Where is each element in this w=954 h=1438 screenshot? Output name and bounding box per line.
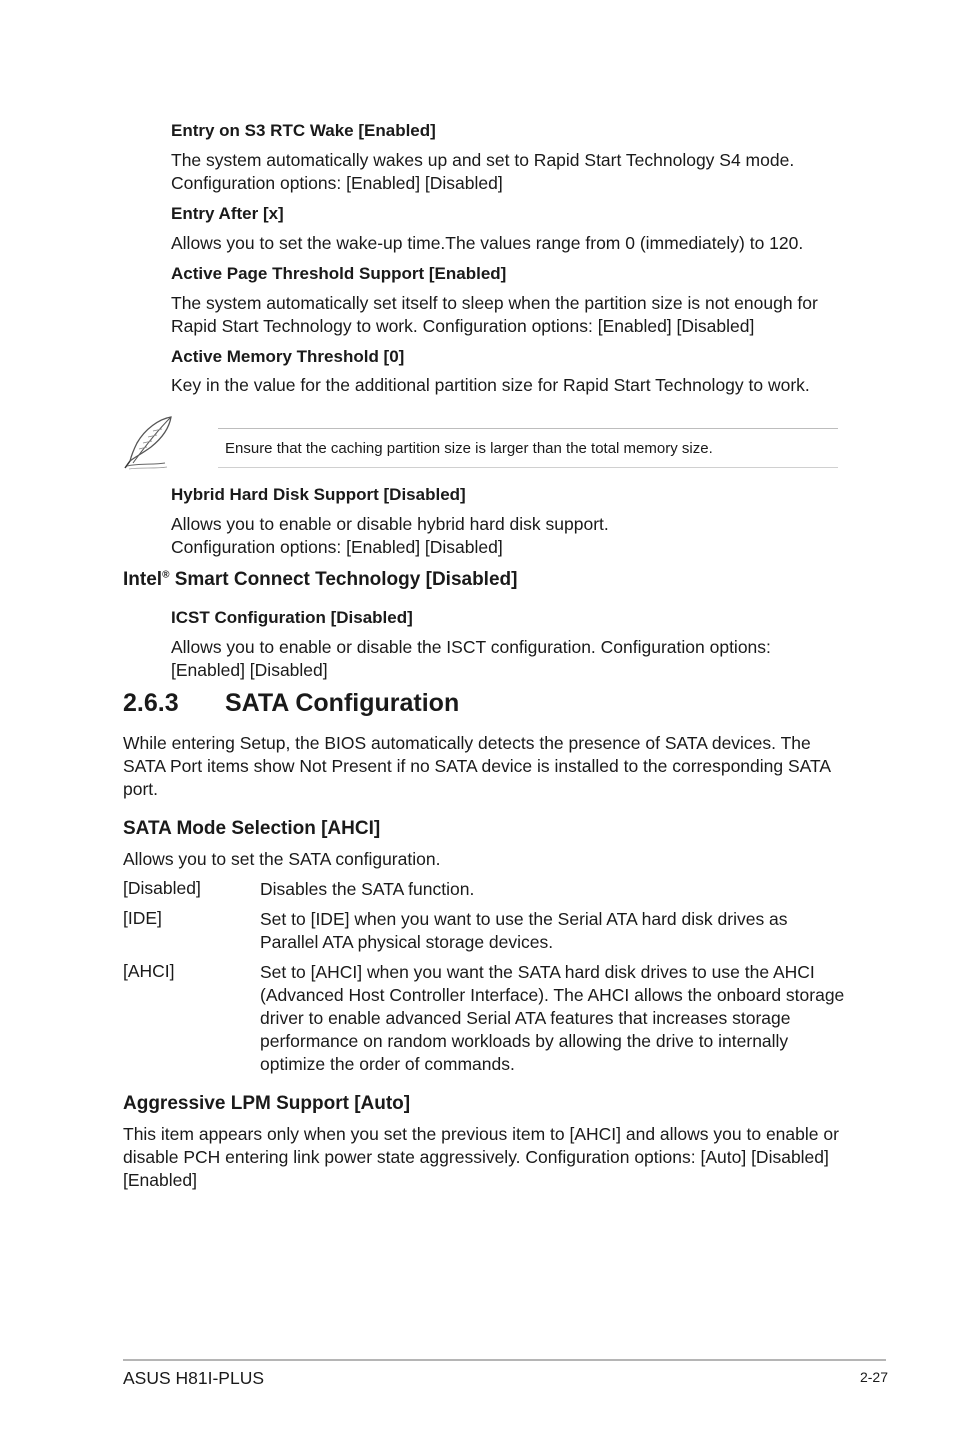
heading-suffix: Smart Connect Technology [Disabled] xyxy=(169,569,518,590)
section-intro-line: While entering Setup, the BIOS automatically detects the presence of SATA devices. The xyxy=(123,733,811,753)
item-title-active-page-threshold: Active Page Threshold Support [Enabled] xyxy=(171,264,507,283)
option-desc-line: driver to enable advanced Serial ATA features that increases storage xyxy=(260,1008,791,1028)
option-desc-line: optimize the order of commands. xyxy=(260,1054,515,1074)
option-key: [IDE] xyxy=(123,908,162,928)
note-top-rule xyxy=(218,428,838,429)
item-title-s3-rtc-wake: Entry on S3 RTC Wake [Enabled] xyxy=(171,121,436,140)
option-desc-line: (Advanced Host Controller Interface). The AHCI allows the onboard storage xyxy=(260,985,845,1005)
item-desc-line: Configuration options: [Enabled] [Disabled] xyxy=(171,173,503,193)
option-key: [Disabled] xyxy=(123,878,201,898)
item-desc-line: The system automatically wakes up and set to Rapid Start Technology S4 mode. xyxy=(171,150,795,170)
footer-rule xyxy=(123,1359,886,1361)
sata-mode-desc: Allows you to set the SATA configuration. xyxy=(123,849,441,869)
section-heading xyxy=(123,689,459,718)
option-desc-line: performance on random workloads by allowing the drive to internally xyxy=(260,1031,789,1051)
option-desc-line: Set to [AHCI] when you want the SATA hard disk drives to use the AHCI xyxy=(260,962,815,982)
lpm-desc-line: [Enabled] xyxy=(123,1170,197,1190)
heading-intel-smart-connect xyxy=(123,569,517,591)
registered-mark: ® xyxy=(162,569,170,581)
lpm-desc-line: This item appears only when you set the previous item to [AHCI] and allows you to enable or xyxy=(123,1124,839,1144)
section-number: 2.6.3 xyxy=(123,689,179,717)
note-bottom-rule xyxy=(218,467,838,468)
footer-page-number: 2-27 xyxy=(859,1369,888,1385)
section-intro-line: SATA Port items show Not Present if no SATA device is installed to the corresponding SATA xyxy=(123,756,832,776)
section-title: SATA Configuration xyxy=(225,689,460,717)
option-desc-line: Parallel ATA physical storage devices. xyxy=(260,932,554,952)
item-desc-line: Rapid Start Technology to work. Configuration options: [Enabled] [Disabled] xyxy=(171,316,755,336)
item-title-active-memory-threshold: Active Memory Threshold [0] xyxy=(171,347,405,366)
option-desc-line: Disables the SATA function. xyxy=(260,879,475,899)
item-desc-line: Allows you to enable or disable hybrid hard disk support. xyxy=(171,514,609,534)
item-desc-line: Configuration options: [Enabled] [Disabled] xyxy=(171,537,503,557)
item-title-hybrid-hdd: Hybrid Hard Disk Support [Disabled] xyxy=(171,485,466,504)
item-desc-line: Allows you to enable or disable the ISCT configuration. Configuration options: xyxy=(171,637,771,657)
option-desc-line: Set to [IDE] when you want to use the Serial ATA hard disk drives as xyxy=(260,909,788,929)
heading-aggressive-lpm: Aggressive LPM Support [Auto] xyxy=(123,1093,411,1114)
item-desc-line: Allows you to set the wake-up time.The values range from 0 (immediately) to 120. xyxy=(171,233,804,253)
item-title-entry-after: Entry After [x] xyxy=(171,204,284,223)
item-desc-line: The system automatically set itself to sleep when the partition size is not enough for xyxy=(171,293,818,313)
heading-prefix: Intel xyxy=(123,569,163,590)
pen-note-icon xyxy=(121,413,179,473)
item-desc-line: [Enabled] [Disabled] xyxy=(171,660,328,680)
note-text: Ensure that the caching partition size is larger than the total memory size. xyxy=(225,440,713,457)
section-intro-line: port. xyxy=(123,779,159,799)
footer-product: ASUS H81I-PLUS xyxy=(123,1368,265,1388)
option-key: [AHCI] xyxy=(123,961,175,981)
item-desc-line: Key in the value for the additional partition size for Rapid Start Technology to work. xyxy=(171,375,810,395)
heading-sata-mode: SATA Mode Selection [AHCI] xyxy=(123,818,381,839)
lpm-desc-line: disable PCH entering link power state aggressively. Configuration options: [Auto] [Disabled] xyxy=(123,1147,829,1167)
item-title-icst: ICST Configuration [Disabled] xyxy=(171,608,413,627)
